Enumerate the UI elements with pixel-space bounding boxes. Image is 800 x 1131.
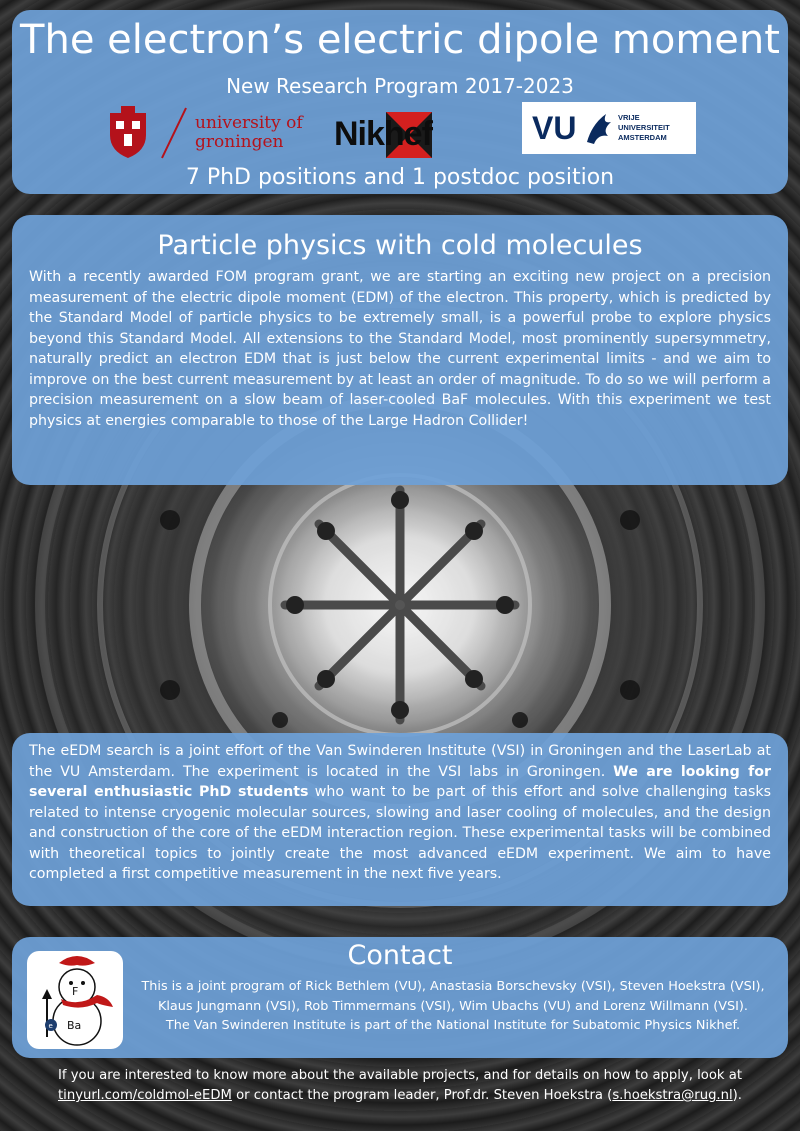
mascot-label-ba: Ba — [67, 1019, 82, 1032]
vu-amsterdam-logo — [522, 102, 696, 154]
footer-line-1: If you are interested to know more about the available projects, and for details on how to apply, look at — [57, 1068, 743, 1083]
poster-title: The electron’s electric dipole moment — [20, 17, 780, 63]
effort-panel — [12, 733, 788, 906]
nikhef-logo — [334, 112, 484, 158]
project-link[interactable]: tinyurl.com/coldmol-eEDM — [58, 1088, 232, 1103]
vu-wordmark: VRIJE UNIVERSITEIT AMSTERDAM — [618, 113, 670, 142]
griffin-icon — [584, 110, 614, 146]
contact-panel — [12, 937, 788, 1058]
footer-end: ). — [732, 1088, 742, 1103]
contact-line-1: This is a joint program of Rick Bethlem (VU), Anastasia Borschevsky (VSI), Steven Hoekstra (VSI), — [141, 979, 765, 994]
mascot-label-e: e — [48, 1022, 53, 1030]
groningen-crest-icon — [107, 105, 149, 159]
groningen-wordmark: university of groningen — [195, 113, 303, 152]
contact-details — [130, 977, 776, 1036]
effort-text-start: The eEDM search is a joint effort of the Van Swinderen Institute (VSI) in Groningen and the LaserLab at the VU Amsterdam. The experiment is located in the VSI labs in Groningen. — [29, 743, 771, 780]
application-footer — [20, 1066, 780, 1106]
intro-panel — [12, 215, 788, 485]
university-of-groningen-logo — [107, 105, 327, 163]
contact-line-3: The Van Swinderen Institute is part of the National Institute for Subatomic Physics Nikhef. — [165, 1018, 741, 1033]
intro-paragraph: With a recently awarded FOM program grant, we are starting an exciting new project on a precision measurement of the electric dipole moment (EDM) of the electron. This property, which is predicted by the Standard Model of particle physics to be extremely small, is a powerful probe to explore physics beyond this Standard Model. All extensions to the Standard Model, most prominently supersymmetry, naturally predict an electron EDM that is just below the current experimental limits - and we aim to improve on the best current measurement by at least an order of magnitude. To do so we will perform a precision measurement on a slow beam of laser-cooled BaF molecules. With this experiment we test physics at energies comparable to those of the Large Hadron Collider! — [29, 269, 771, 429]
section-heading-contact: Contact — [347, 940, 453, 971]
contact-line-2: Klaus Jungmann (VSI), Rob Timmermans (VSI), Wim Ubachs (VU) and Lorenz Willmann (VSI). — [157, 998, 748, 1014]
groningen-slash-icon — [159, 105, 189, 161]
program-mascot-logo — [27, 951, 123, 1049]
nikhef-wordmark: Nikhef — [334, 115, 432, 153]
mascot-label-f: F — [72, 985, 79, 998]
effort-paragraph — [29, 741, 771, 885]
header-panel — [12, 10, 788, 194]
snowman-molecule-icon — [27, 951, 123, 1049]
email-link[interactable]: s.hoekstra@rug.nl — [612, 1088, 733, 1103]
effort-text-bold: We are looking for several enthusiastic PhD students — [29, 763, 771, 800]
section-heading-particle-physics: Particle physics with cold molecules — [157, 230, 643, 261]
vu-letters: VU — [532, 110, 577, 146]
program-subtitle: New Research Program 2017-2023 — [226, 74, 574, 98]
footer-middle: or contact the program leader, Prof.dr. Steven Hoekstra ( — [231, 1088, 613, 1103]
positions-line: 7 PhD positions and 1 postdoc position — [185, 165, 615, 190]
effort-text-end: who want to be part of this effort and solve challenging tasks related to intense cryogenic molecular sources, slowing and laser cooling of molecules, and the design and construction of the core of the eEDM interaction region. These experimental tasks will be combined with theoretical topics to jointly create the most advanced eEDM experiment. We aim to have completed a first competitive measurement in the next five years. — [29, 784, 771, 882]
